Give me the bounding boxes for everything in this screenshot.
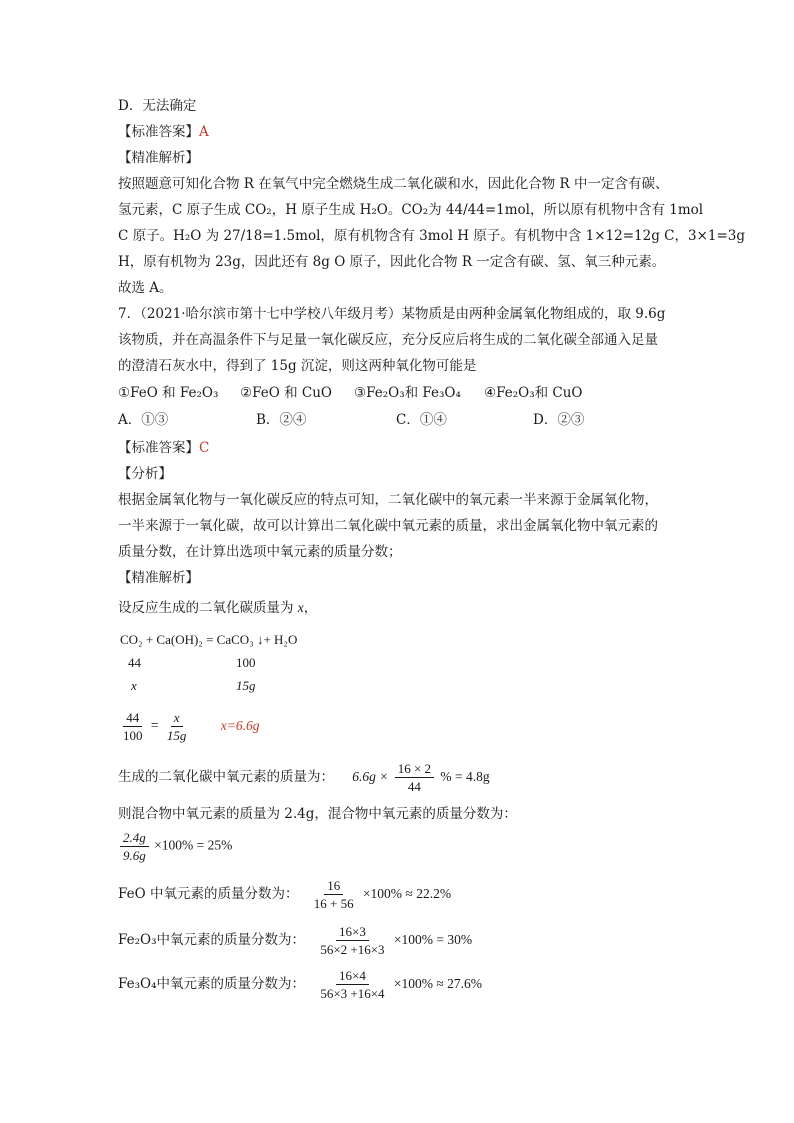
option-d-2: D．②③: [533, 412, 585, 428]
proportion-line: [118, 710, 259, 743]
fe3o4-result: ×100% ≈ 27.6%: [393, 976, 482, 991]
co2-oxygen-result: % = 4.8g: [440, 769, 490, 784]
option-a: A．①③: [118, 412, 169, 428]
proportion-denominator-2: 15g: [166, 728, 187, 743]
equation-unknown-co2: x: [131, 678, 137, 693]
feo-fraction: [311, 878, 357, 911]
analysis-text-3: C 原子。H₂O 为 27/18=1.5mol，原有机物含有 3mol H 原子。有机物中含 1×12=12g C，3×1=3g: [118, 228, 746, 244]
setup-variable: x: [297, 600, 304, 615]
choice-2: ②FeO 和 CuO: [240, 385, 332, 401]
analysis-text-2: 氢元素，C 原子生成 CO₂，H 原子生成 H₂O。CO₂为 44/44=1mol，所以原有机物中含有 1mol: [118, 202, 704, 218]
setup-line: [118, 598, 317, 618]
fe3o4-line: [118, 968, 482, 1001]
co2-oxygen-prefix: 6.6g ×: [352, 769, 389, 784]
question-7-line-1: 7．（2021·哈尔滨市第十七中学校八年级月考）某物质是由两种金属氧化物组成的，取 9.6g: [118, 306, 666, 322]
fe3o4-fraction: [317, 968, 387, 1001]
option-b: B．②④: [256, 412, 307, 428]
fenxi-text-3: 质量分数，在计算出选项中氧元素的质量分数；: [118, 544, 402, 560]
analysis-text-5: 故选 A。: [118, 280, 173, 296]
choice-1: ①FeO 和 Fe₂O₃: [118, 385, 219, 401]
co2-oxygen-denominator: 44: [407, 779, 421, 794]
proportion-fraction-1: [120, 710, 146, 743]
fenxi-text-1: 根据金属氧化物与一氧化碳反应的特点可知，二氧化碳中的氧元素一半来源于金属氧化物，: [118, 492, 658, 508]
proportion-numerator-1: 44: [123, 710, 142, 727]
fe3o4-numerator: 16×4: [336, 968, 369, 985]
answer-label: 【标准答案】: [118, 124, 199, 140]
mixture-numerator: 2.4g: [120, 830, 149, 847]
question-7-line-2: 该物质，并在高温条件下与足量一氧化碳反应，充分反应后将生成的二氧化碳全部通入足量: [118, 332, 658, 348]
choice-3: ③Fe₂O₃和 Fe₃O₄: [354, 385, 461, 401]
analysis-text-4: H，原有机物为 23g，因此还有 8g O 原子，因此化合物 R 一定含有碳、氢、氧三种元素。: [118, 254, 666, 270]
fe2o3-denominator: 56×2 +16×3: [320, 942, 385, 957]
setup-end: ，: [303, 600, 318, 616]
answer-value: A: [199, 124, 209, 140]
proportion-result: x=6.6g: [220, 717, 260, 733]
fe2o3-result: ×100% = 30%: [393, 932, 473, 947]
mixture-calc: [118, 830, 232, 863]
chemical-equation: CO₂ + Ca(OH)₂ = CaCO₃ ↓+ H₂O: [120, 632, 298, 647]
co2-oxygen-line: [118, 761, 490, 794]
equation-mass-caco3: 100: [236, 655, 256, 670]
equation-unknown-caco3: 15g: [236, 678, 256, 693]
fe3o4-denominator: 56×3 +16×4: [320, 986, 385, 1001]
feo-denominator: 16 + 56: [313, 896, 354, 911]
analysis-text-1: 按照题意可知化合物 R 在氧气中完全燃烧生成二氧化碳和水，因此化合物 R 中一定含有碳、: [118, 176, 669, 192]
option-d: D．无法确定: [118, 98, 197, 114]
option-list: [118, 410, 584, 430]
feo-line: [118, 878, 451, 911]
co2-oxygen-numerator: 16 × 2: [395, 761, 434, 778]
equation-mass-co2: 44: [128, 655, 141, 670]
mixture-result: ×100% = 25%: [154, 837, 233, 853]
proportion-equals: =: [150, 717, 159, 733]
answer-line-2: [118, 438, 209, 458]
co2-oxygen-label: 生成的二氧化碳中氧元素的质量为：: [118, 769, 334, 785]
proportion-denominator-1: 100: [123, 728, 143, 743]
co2-oxygen-fraction: [395, 761, 434, 794]
fe2o3-fraction: [317, 924, 387, 957]
fe2o3-label: Fe₂O₃中氧元素的质量分数为：: [118, 932, 306, 948]
analysis-label-1: 【精准解析】: [118, 150, 199, 166]
fe2o3-line: [118, 924, 472, 957]
fenxi-text-2: 一半来源于一氧化碳，故可以计算出二氧化碳中氧元素的质量，求出金属氧化物中氧元素的: [118, 518, 658, 534]
fenxi-label: 【分析】: [118, 466, 172, 482]
proportion-fraction-2: [164, 710, 190, 743]
option-c: C．①④: [396, 412, 447, 428]
choice-4: ④Fe₂O₃和 CuO: [484, 385, 583, 401]
answer-value-2: C: [199, 440, 210, 456]
answer-line-1: [118, 122, 209, 142]
feo-numerator: 16: [324, 878, 343, 895]
mixture-denominator: 9.6g: [123, 848, 146, 863]
feo-label: FeO 中氧元素的质量分数为：: [118, 886, 299, 902]
mixture-line: 则混合物中氧元素的质量为 2.4g，混合物中氧元素的质量分数为：: [118, 806, 517, 822]
answer-label-2: 【标准答案】: [118, 440, 199, 456]
fe3o4-label: Fe₃O₄中氧元素的质量分数为：: [118, 976, 306, 992]
choice-list: [118, 383, 583, 403]
analysis-label-2: 【精准解析】: [118, 570, 199, 586]
feo-result: ×100% ≈ 22.2%: [362, 886, 452, 901]
question-7-line-3: 的澄清石灰水中，得到了 15g 沉淀，则这两种氧化物可能是: [118, 358, 477, 374]
proportion-numerator-2: x: [171, 710, 183, 727]
mixture-fraction: [120, 830, 149, 863]
fe2o3-numerator: 16×3: [336, 924, 369, 941]
setup-text: 设反应生成的二氧化碳质量为: [118, 600, 298, 616]
